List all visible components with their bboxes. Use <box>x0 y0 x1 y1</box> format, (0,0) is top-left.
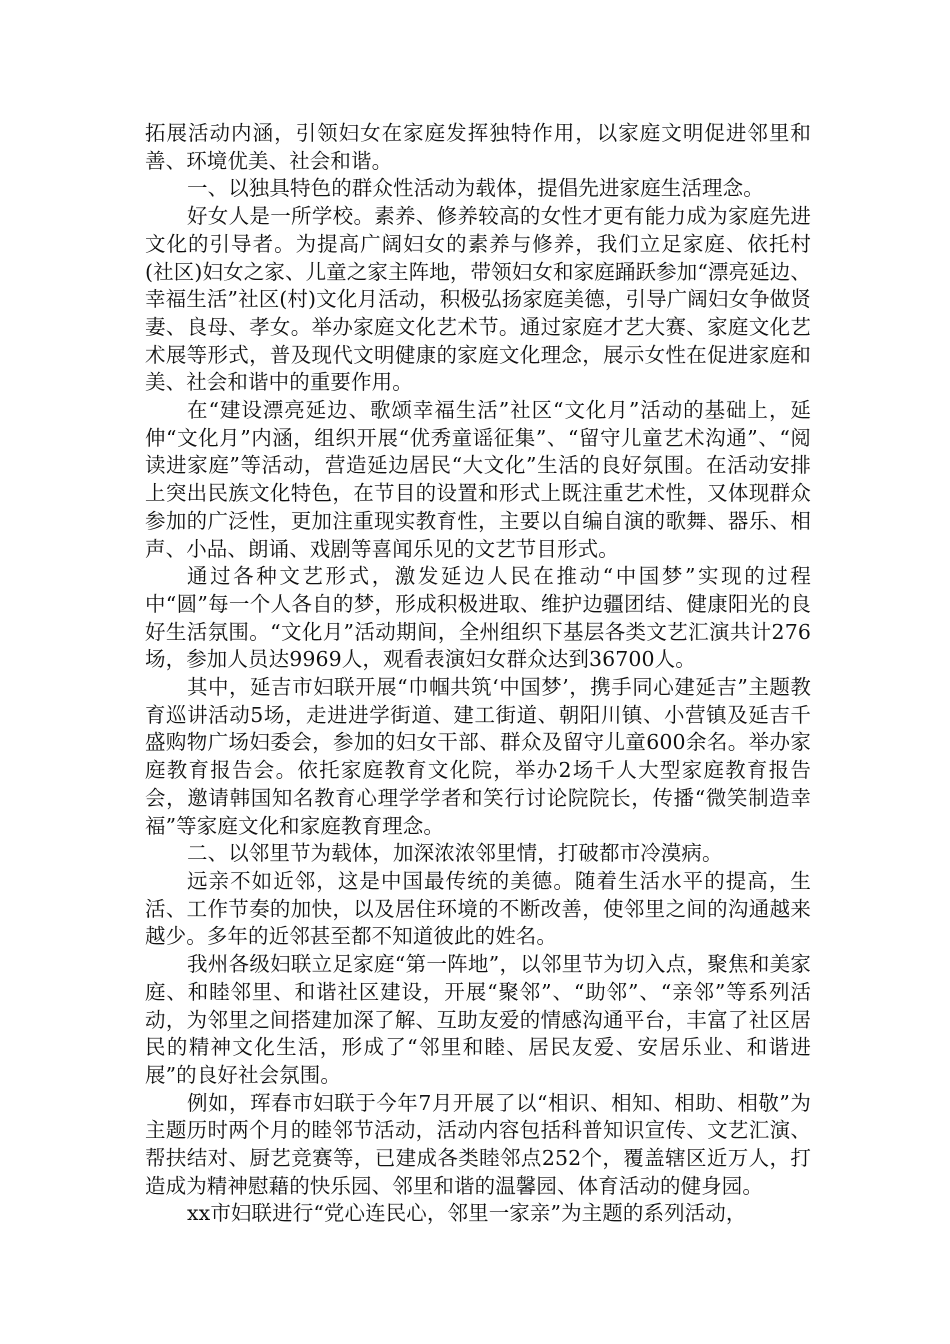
section-heading-one: 一、以独具特色的群众性活动为载体，提倡先进家庭生活理念。 <box>187 176 764 201</box>
paragraph: 远亲不如近邻，这是中国最传统的美德。随着生活水平的提高，生活、工作节奏的加快，以及居住环境的不断改善，使邻里之间的沟通越来越少。多年的近邻甚至都不知道彼此的姓名。 <box>145 868 811 949</box>
paragraph-intro-continuation: 拓展活动内涵，引领妇女在家庭发挥独特作用，以家庭文明促进邻里和善、环境优美、社会和谐。 <box>145 121 811 173</box>
paragraph-truncated: xx市妇联进行“党心连民心，邻里一家亲”为主题的系列活动， <box>187 1201 747 1226</box>
paragraph: 其中，延吉市妇联开展“巾帼共筑‘中国梦’，携手同心建延吉”主题教育巡讲活动5场，走进进学街道、建工街道、朝阳川镇、小营镇及延吉千盛购物广场妇委会，参加的妇女干部、群众及留守儿童600余名。举办家庭教育报告会。依托家庭教育文化院，举办2场千人大型家庭教育报告会，邀请韩国知名教育心理学学者和笑行讨论院院长，传播“微笑制造幸福”等家庭文化和家庭教育理念。 <box>145 675 811 838</box>
paragraph: 例如，珲春市妇联于今年7月开展了以“相识、相知、相助、相敬”为主题历时两个月的睦邻节活动，活动内容包括科普知识宣传、文艺汇演、帮扶结对、厨艺竞赛等，已建成各类睦邻点252个，覆盖辖区近万人，打造成为精神慰藉的快乐园、邻里和谐的温馨园、体育活动的健身园。 <box>145 1090 811 1198</box>
paragraph: 通过各种文艺形式，激发延边人民在推动“中国梦”实现的过程中“圆”每一个人各自的梦，形成积极进取、维护边疆团结、健康阳光的良好生活氛围。“文化月”活动期间，全州组织下基层各类文艺汇演共计276场，参加人员达9969人，观看表演妇女群众达到36700人。 <box>145 564 811 672</box>
section-heading-two: 二、以邻里节为载体，加深浓浓邻里情，打破都市冷漠病。 <box>187 841 723 866</box>
paragraph: 在“建设漂亮延边、歌颂幸福生活”社区“文化月”活动的基础上，延伸“文化月”内涵，组织开展“优秀童谣征集”、“留守儿童艺术沟通”、“阅读进家庭”等活动，营造延边居民“大文化”生活的良好氛围。在活动安排上突出民族文化特色，在节目的设置和形式上既注重艺术性，又体现群众参加的广泛性，更加注重现实教育性，主要以自编自演的歌舞、器乐、相声、小品、朗诵、戏剧等喜闻乐见的文艺节目形式。 <box>145 398 811 561</box>
paragraph: 我州各级妇联立足家庭“第一阵地”，以邻里节为切入点，聚焦和美家庭、和睦邻里、和谐社区建设，开展“聚邻”、“助邻”、“亲邻”等系列活动，为邻里之间搭建加深了解、互助友爱的情感沟通平台，丰富了社区居民的精神文化生活，形成了“邻里和睦、居民友爱、安居乐业、和谐进展”的良好社会氛围。 <box>145 952 811 1087</box>
paragraph: 好女人是一所学校。素养、修养较高的女性才更有能力成为家庭先进文化的引导者。为提高广阔妇女的素养与修养，我们立足家庭、依托村(社区)妇女之家、儿童之家主阵地，带领妇女和家庭踊跃参加“漂亮延边、幸福生活”社区(村)文化月活动，积极弘扬家庭美德，引导广阔妇女争做贤妻、良母、孝女。举办家庭文化艺术节。通过家庭才艺大赛、家庭文化艺术展等形式，普及现代文明健康的家庭文化理念，展示女性在促进家庭和美、社会和谐中的重要作用。 <box>145 204 811 395</box>
document-body <box>145 120 811 1228</box>
